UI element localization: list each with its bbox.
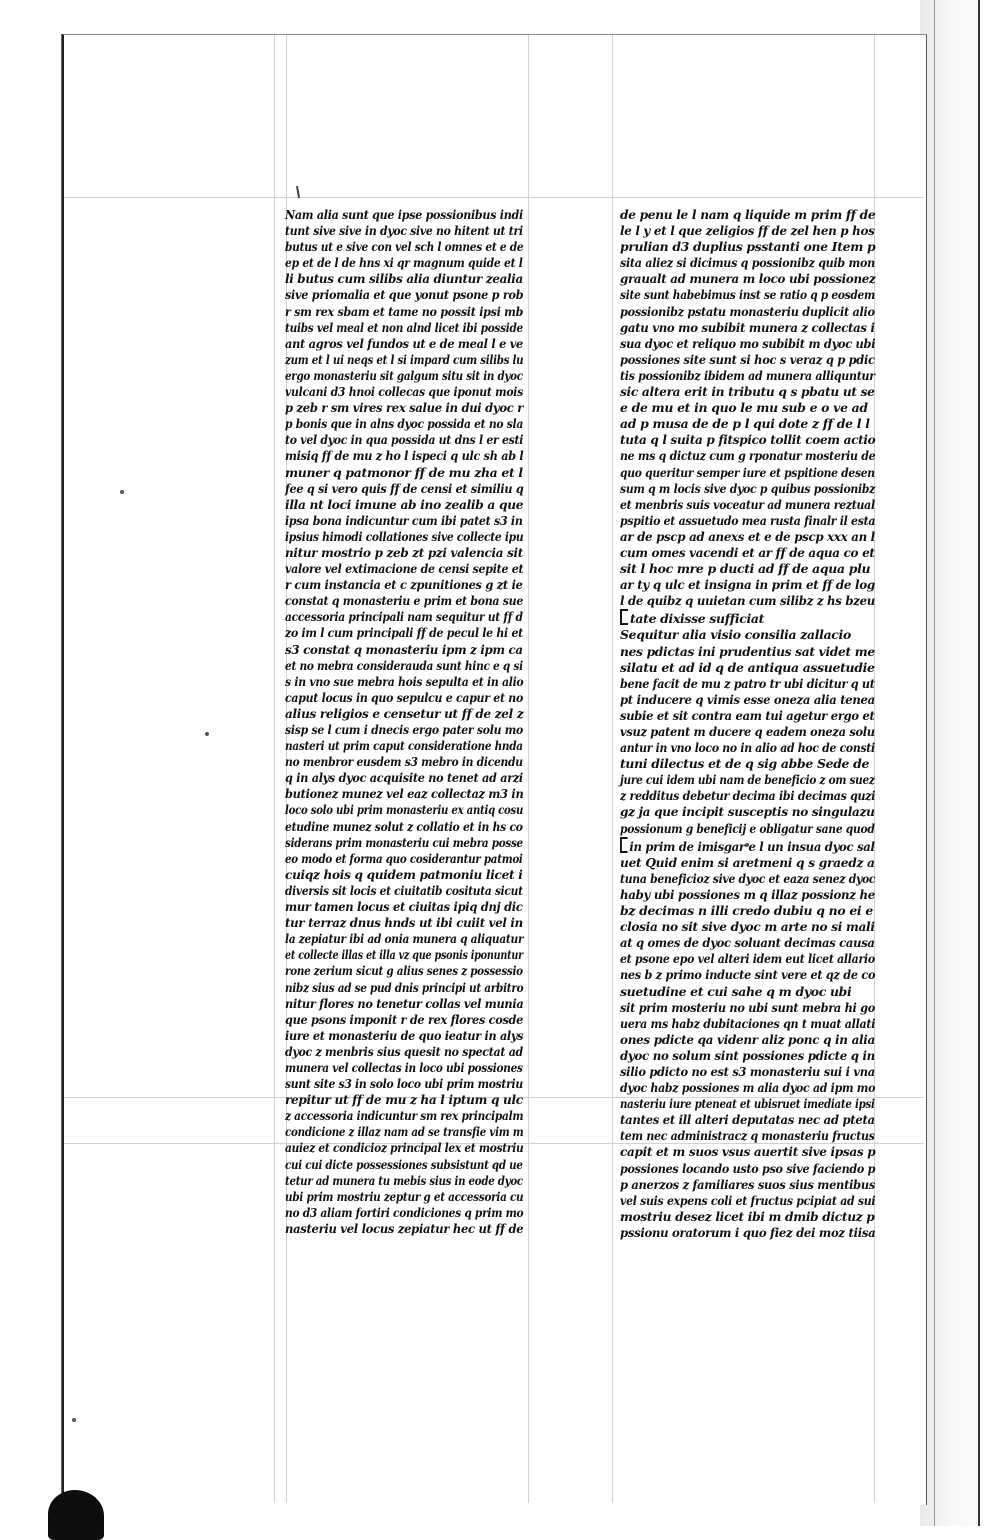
text-line-content: l de quibz q uuietan cum silibz z hs bzeu bbox=[620, 593, 875, 609]
text-line-content: ipsa bona indicuntur cum ibi patet s3 in bbox=[285, 512, 523, 528]
text-line-content: silio pdicto no est s3 monasteriu sui i vna bbox=[620, 1063, 875, 1079]
text-line bbox=[285, 818, 523, 835]
text-line-content: e de mu et in quo le mu sub e o ve ad bbox=[620, 400, 868, 416]
text-line-content: vsuz patent m ducere q eadem oneza solu bbox=[620, 724, 875, 739]
text-line-content: diversis sit locis et ciuitatib cosituta sicut bbox=[285, 882, 523, 898]
text-line-content: gatu vno mo subibit munera z collectas i bbox=[620, 319, 875, 335]
text-line bbox=[285, 722, 524, 738]
paragraph-initial-bracket bbox=[620, 609, 628, 625]
text-line-content: r cum instancia et c zpunitiones g zt ie bbox=[285, 577, 523, 593]
text-line bbox=[285, 963, 523, 979]
text-line-content: ergo monasteriu sit galgum situ sit in dyoc bbox=[285, 367, 523, 383]
text-line bbox=[620, 303, 875, 320]
text-line-content: et psone epo vel alteri idem eut licet allario bbox=[620, 951, 875, 967]
text-line-content: jure cui idem ubi nam de beneficio z om suez bbox=[620, 772, 875, 788]
text-line-content: repitur ut ff de mu z ha l iptum q ulc bbox=[285, 1092, 523, 1108]
text-line bbox=[620, 512, 876, 529]
text-line-content: z accessoria indicuntur sm rex principalm bbox=[285, 1108, 524, 1124]
text-line-content: bz decimas n illi credo dubiu q no ei e bbox=[620, 903, 873, 919]
text-line bbox=[620, 496, 875, 513]
text-line-content: mur tamen locus et ciuitas ipiq dnj dic bbox=[285, 899, 523, 915]
text-line bbox=[620, 1015, 876, 1032]
text-line bbox=[620, 724, 875, 740]
text-line bbox=[620, 593, 875, 609]
margin-dot bbox=[205, 732, 209, 736]
text-line-content: constat q monasteriu e prim et bona sue bbox=[285, 593, 523, 609]
text-line-content: at q omes de dyoc soluant decimas causa bbox=[620, 935, 875, 951]
text-line bbox=[285, 384, 524, 400]
text-line-content: la zepiatur ibi ad onia munera q aliquatur bbox=[285, 931, 524, 947]
text-line bbox=[620, 1112, 875, 1128]
text-line-content: butus ut e sive con vel sch l omnes et e de bbox=[285, 239, 524, 255]
text-line-content: que psons imponit r de rex flores cosde bbox=[285, 1011, 524, 1027]
text-line bbox=[285, 544, 523, 561]
text-line bbox=[285, 738, 523, 754]
thumb-shadow bbox=[48, 1490, 104, 1540]
text-line-content: closia no sit sive dyoc m arte no si mali bbox=[620, 919, 875, 935]
text-line-content: valore vel extimacione de censi sepite et bbox=[285, 561, 524, 577]
ruling-line bbox=[612, 35, 613, 1503]
text-line-content: dyoc habz possiones m alia dyoc ad ipm mo bbox=[620, 1080, 876, 1096]
text-line bbox=[620, 432, 876, 448]
text-line-content: cui cui dicte possessiones subsistunt qd ue bbox=[285, 1156, 523, 1172]
text-line-content: sit prim mosteriu no ubi sunt mebra hi go bbox=[620, 999, 876, 1015]
text-line bbox=[285, 1092, 523, 1108]
text-line-content: dyoc no solum sint possiones pdicte q in bbox=[620, 1047, 875, 1063]
text-line-content: butionez munez vel eaz collectaz m3 in bbox=[285, 786, 524, 802]
text-line bbox=[620, 837, 875, 855]
text-line bbox=[285, 303, 524, 320]
text-line bbox=[620, 528, 875, 545]
text-line bbox=[620, 335, 876, 352]
text-line-content: tuna beneficioz sive dyoc et eaza senez dyoc bbox=[620, 870, 876, 886]
text-line-content: ad p musa de de p l qui dote z ff de l l bbox=[620, 416, 870, 432]
text-line bbox=[285, 754, 523, 770]
text-line bbox=[285, 1220, 524, 1237]
text-line bbox=[620, 319, 875, 336]
text-line bbox=[285, 866, 523, 883]
text-line-content: suetudine et cui sahe q m dyoc ubi bbox=[620, 983, 852, 999]
text-line-content: graualt ad munera m loco ubi possionez bbox=[620, 271, 876, 287]
text-line bbox=[620, 207, 876, 223]
text-line bbox=[620, 239, 874, 255]
text-line-content: fee q si vero quis ff de censi et similiu q bbox=[285, 480, 524, 496]
text-line-content: iure et monasteriu de quo ieatur in alys bbox=[285, 1027, 524, 1043]
paragraph-initial-bracket bbox=[620, 837, 627, 853]
text-line-content: bene facit de mu z patro tr ubi dicitur q ut bbox=[620, 675, 875, 691]
margin-dot bbox=[72, 1418, 76, 1422]
text-line bbox=[285, 528, 524, 545]
text-line-content: alius religios e censetur ut ff de zel z bbox=[285, 705, 524, 721]
text-line-content: subie et sit contra eam tui agetur ergo et bbox=[620, 707, 875, 723]
text-line bbox=[620, 400, 875, 416]
text-line bbox=[620, 609, 875, 627]
text-line bbox=[285, 1188, 524, 1205]
text-line bbox=[620, 740, 875, 756]
text-line bbox=[285, 1059, 523, 1076]
text-line-content: tunt sive sive in dyoc sive no hitent ut tri bbox=[285, 223, 523, 239]
text-line-content: vel suis expens coli et fructus pcipiat ad sui bbox=[620, 1192, 876, 1208]
text-line-content: site sunt habebimus inst se ratio q p eosdem bbox=[620, 287, 876, 303]
text-line bbox=[620, 448, 876, 464]
text-line-content: ubi prim mostriu zeptur g et accessoria cu bbox=[285, 1188, 524, 1204]
text-line-content: et no mebra considerauda sunt hinc e q si bbox=[285, 657, 523, 673]
text-line-content: pspitio et assuetudo mea rusta finalr il esta bbox=[620, 512, 876, 528]
text-line-content: ant agros vel fundos ut e de meal l e ve bbox=[285, 335, 523, 351]
text-line bbox=[285, 207, 523, 223]
text-line-content: tuta q l suita p fitspico tollit coem actio bbox=[620, 432, 876, 448]
text-line bbox=[285, 593, 523, 609]
text-line bbox=[285, 255, 523, 271]
text-line-content: ones pdicte qa videnr aliz ponc q in alia bbox=[620, 1031, 876, 1047]
text-line-content: sua dyoc et reliquo mo subibit m dyoc ubi bbox=[620, 335, 876, 351]
text-line-content: de penu le l nam q liquide m prim ff de bbox=[620, 207, 876, 222]
text-line-content: accessoria principali nam sequitur ut ff d bbox=[285, 609, 523, 625]
text-line bbox=[620, 577, 875, 593]
text-line-content: gz ja que incipit susceptis no singulazu bbox=[620, 804, 875, 820]
text-line-content: misiq ff de mu z ho l ispeci q ulc sh ab l bbox=[285, 448, 524, 464]
text-line-content: prulian d3 duplius psstanti one Item p bbox=[620, 239, 876, 255]
text-line-content: zum et l ui neqs et l si impard cum silibs lu bbox=[285, 351, 524, 367]
text-line-content: nasteriu vel locus zepiatur hec ut ff de bbox=[285, 1220, 524, 1236]
text-line-content: p bonis que in alns dyoc possida et no sla bbox=[285, 416, 524, 432]
text-line bbox=[620, 984, 875, 1000]
text-line-content: rone zerium sicut g alius senes z possessio bbox=[285, 963, 523, 979]
text-line bbox=[285, 1124, 524, 1140]
text-line-content: etudine munez solut z collatio et in hs co bbox=[285, 818, 523, 834]
text-line bbox=[620, 1063, 875, 1080]
text-line bbox=[285, 1027, 524, 1044]
text-line-content: sive priomalia et que yonut psone p rob bbox=[285, 287, 524, 303]
text-line bbox=[620, 788, 876, 804]
text-line bbox=[285, 995, 524, 1012]
text-line bbox=[285, 1204, 524, 1221]
text-line-content: cuiqz hois q quidem patmoniu licet i bbox=[285, 866, 523, 882]
text-line bbox=[620, 416, 875, 432]
text-line-content: sum q m locis sive dyoc p quibus possionibz bbox=[620, 480, 876, 496]
text-line-content: tur terraz dnus hnds ut ibi cuiit vel in bbox=[285, 915, 523, 931]
text-line bbox=[285, 1108, 524, 1124]
text-line bbox=[285, 367, 523, 384]
text-line bbox=[285, 689, 523, 706]
text-line-content: caput locus in quo sepulcu e capur et no bbox=[285, 689, 523, 705]
text-line-content: li butus cum silibs alia diuntur zealia bbox=[285, 271, 523, 287]
text-line bbox=[620, 384, 875, 400]
text-line-content: q in alys dyoc acquisite no tenet ad arzi bbox=[285, 770, 523, 786]
text-line-content: auiez et condicioz principal lex et mostriu bbox=[285, 1140, 524, 1156]
text-line-content: loco solo ubi prim monasteriu ex antiq cosu bbox=[285, 802, 524, 818]
text-line-content: nitur mostrio p zeb zt pzi valencia sit bbox=[285, 544, 523, 560]
text-line bbox=[620, 1224, 876, 1241]
text-line bbox=[285, 465, 523, 481]
ruling-line bbox=[274, 35, 275, 1503]
text-line bbox=[285, 1140, 524, 1156]
text-line bbox=[285, 432, 524, 448]
book-binding-edge bbox=[920, 0, 1000, 1526]
text-line bbox=[285, 850, 523, 867]
text-line-content: p zeb r sm vires rex salue in dui dyoc r bbox=[285, 400, 523, 416]
text-line bbox=[285, 899, 523, 915]
ruling-line bbox=[528, 35, 529, 1503]
text-line bbox=[285, 480, 524, 497]
text-line bbox=[285, 979, 524, 996]
text-line bbox=[620, 967, 876, 983]
text-line-content: condicione z illaz nam ad se transfie vim m bbox=[285, 1124, 524, 1140]
text-line-content: nasteriu iure pteneat et ubisruet imediate ipsi bbox=[620, 1096, 875, 1112]
text-line-content: no d3 aliam fortiri condiciones q prim mo bbox=[285, 1204, 524, 1220]
text-line-content: p anerzos z familiares suos sius mentibus bbox=[620, 1176, 875, 1192]
text-line-content: nitur flores no tenetur collas vel munia bbox=[285, 995, 524, 1011]
text-line-content: to vel dyoc in qua possida ut dns l er esti bbox=[285, 432, 524, 448]
text-line bbox=[620, 1080, 876, 1096]
margin-dot bbox=[120, 490, 124, 494]
text-line-content: sita aliez si dicimus q possionibz quib mon bbox=[620, 255, 875, 271]
text-line bbox=[285, 512, 523, 529]
text-line bbox=[620, 999, 876, 1016]
text-line-content: mostriu desez licet ibi m dmib dictuz p bbox=[620, 1208, 875, 1224]
text-line-content: tantes et ill alteri deputatas nec ad pteta bbox=[620, 1112, 875, 1128]
text-line bbox=[620, 1128, 875, 1144]
text-line-content: silatu et ad id q de antiqua assuetudie bbox=[620, 659, 875, 675]
text-line-content: ep et de l de hns xi qr magnum quide et l bbox=[285, 255, 523, 271]
text-line-content: sisp se l cum i dnecis ergo pater solu mo bbox=[285, 722, 524, 737]
text-line-content: Sequitur alia visio consilia zallacio bbox=[620, 627, 851, 643]
text-line-content: sunt site s3 in solo loco ubi prim mostriu bbox=[285, 1076, 523, 1092]
text-line bbox=[620, 1192, 876, 1209]
text-line-content: vulcani d3 hnoi collecas que iponut mois bbox=[285, 384, 524, 400]
text-line bbox=[285, 561, 524, 577]
text-line bbox=[620, 1160, 876, 1177]
text-line bbox=[285, 1011, 524, 1028]
text-line-content: dyoc z menbris sius quesit no spectat ad bbox=[285, 1043, 523, 1059]
text-line-content: possionibz pstatu monasteriu duplicit alio bbox=[620, 303, 875, 319]
text-line-content: ne ms q dictuz cum g rponatur mosteriu de bbox=[620, 448, 876, 464]
ruling-line bbox=[64, 197, 924, 198]
text-column-left bbox=[285, 207, 523, 1237]
text-line-content: z redditus debetur decima ibi decimas quzi bbox=[620, 788, 876, 804]
text-column-right bbox=[620, 207, 875, 1241]
spine-line bbox=[978, 0, 980, 1526]
text-line bbox=[620, 480, 876, 497]
text-line bbox=[620, 903, 875, 919]
text-line-content: ipsius himodi collationes sive collecte ipu bbox=[285, 528, 524, 544]
text-line-content: possiones locando usto pso sive faciendo p bbox=[620, 1160, 876, 1176]
text-line bbox=[285, 609, 523, 625]
text-line bbox=[285, 1076, 523, 1092]
text-line-content: nibz sius ad se pud dnis principi ut arbitro bbox=[285, 979, 524, 995]
text-line bbox=[285, 834, 523, 851]
text-line bbox=[285, 416, 524, 432]
text-line bbox=[285, 577, 523, 593]
text-line bbox=[620, 1047, 875, 1064]
text-line-content: tuibs vel meal et non alnd licet ibi posside bbox=[285, 319, 523, 335]
text-line bbox=[620, 1031, 876, 1048]
text-line bbox=[285, 351, 524, 368]
text-line bbox=[620, 660, 875, 676]
text-line-content: r sm rex sbam et tame no possit ipsi mb bbox=[285, 303, 524, 319]
text-line bbox=[285, 915, 523, 931]
text-line bbox=[620, 351, 875, 368]
text-line-content: possiones site sunt si hoc s veraz q p pdic bbox=[620, 351, 875, 367]
text-line-content: et menbris suis voceatur ad munera reztual bbox=[620, 496, 875, 512]
text-line bbox=[285, 625, 523, 641]
text-line-content: muner q patmonor ff de mu zha et l bbox=[285, 464, 523, 480]
text-line bbox=[285, 335, 523, 352]
text-line bbox=[620, 464, 875, 481]
text-line bbox=[620, 287, 876, 303]
text-line-content: tuni dilectus et de q sig abbe Sede de bbox=[620, 756, 870, 772]
text-line bbox=[620, 627, 875, 643]
text-line bbox=[620, 544, 875, 561]
text-line-content: nes pdictas ini prudentius sat videt me bbox=[620, 643, 875, 659]
text-line bbox=[285, 287, 524, 303]
text-line bbox=[620, 1176, 875, 1193]
text-line bbox=[620, 804, 875, 820]
text-line bbox=[285, 1172, 523, 1189]
text-line bbox=[285, 1156, 523, 1173]
text-line bbox=[620, 561, 875, 577]
text-line bbox=[285, 1043, 523, 1060]
text-line-content: haby ubi possiones m q illaz possionz he bbox=[620, 886, 875, 902]
text-line bbox=[285, 882, 523, 899]
text-line bbox=[620, 367, 875, 384]
gutter-shadow bbox=[934, 0, 935, 1526]
text-line bbox=[285, 931, 524, 947]
text-line bbox=[620, 643, 875, 660]
text-line-content: tetur ad munera tu mebis sius in eode dyoc bbox=[285, 1172, 523, 1188]
text-line bbox=[285, 496, 524, 513]
text-line-content: capit et m suos vsus auertit sive ipsas p bbox=[620, 1144, 876, 1160]
text-line bbox=[285, 673, 524, 690]
text-line bbox=[285, 319, 523, 336]
text-line bbox=[620, 255, 875, 271]
text-line bbox=[285, 770, 523, 786]
text-line-content: tate dixisse sufficiat bbox=[630, 611, 765, 627]
text-line bbox=[620, 772, 875, 788]
text-line bbox=[285, 786, 524, 802]
text-line-content: pssionu oratorum i quo fiez dei moz tiisa bbox=[620, 1224, 876, 1240]
text-line bbox=[620, 223, 875, 239]
text-line-content: pt inducere q vimis esse oneza alia tenea bbox=[620, 691, 875, 707]
text-line bbox=[620, 756, 875, 772]
text-line-content: ar de pscp ad anexs et e de pscp xxx an l bbox=[620, 528, 875, 544]
text-line-content: no menbror eusdem s3 mebro in dicendu bbox=[285, 754, 523, 770]
text-line bbox=[620, 870, 876, 887]
text-line bbox=[285, 271, 523, 287]
text-line-content: uera ms habz dubitaciones qn t muat allati bbox=[620, 1015, 876, 1031]
text-line-content: nes b z primo inducte sint vere et qz de co bbox=[620, 967, 876, 983]
text-line bbox=[285, 802, 524, 818]
text-line-content: uet Quid enim si aretmeni q s graedz a bbox=[620, 854, 875, 870]
text-line-content: munera vel collectas in loco ubi possiones bbox=[285, 1059, 523, 1075]
text-line bbox=[620, 935, 875, 951]
text-line-content: zo im l cum principali ff de pecul le hi et bbox=[285, 625, 523, 641]
text-line-content: nasteri ut prim caput consideratione hnda bbox=[285, 738, 523, 754]
text-line-content: et collecte illas et illa vz que psonis iponuntur bbox=[285, 947, 523, 963]
text-line-content: antur in vno loco no in alio ad hoc de consti bbox=[620, 740, 875, 756]
text-line-content: possionum g beneficij e obligatur sane quod bbox=[620, 820, 875, 836]
text-line-content: sit l hoc mre p ducti ad ff de aqua plu bbox=[620, 561, 871, 577]
text-line bbox=[620, 675, 875, 692]
text-line bbox=[620, 854, 875, 871]
text-line-content: quo queritur semper iure et pspitione desen bbox=[620, 464, 875, 480]
text-line bbox=[620, 1144, 876, 1160]
text-line-content: Nam alia sunt que ipse possionibus indi bbox=[285, 207, 523, 222]
text-line bbox=[285, 705, 524, 722]
text-line bbox=[620, 691, 875, 708]
text-line-content: le l y et l que zeligios ff de zel hen p hos bbox=[620, 223, 875, 239]
text-line-content: s3 constat q monasteriu ipm z ipm ca bbox=[285, 641, 523, 657]
text-line bbox=[620, 951, 875, 967]
text-line-content: siderans prim monasteriu cui mebra posse bbox=[285, 834, 523, 850]
text-line bbox=[285, 239, 524, 255]
text-line bbox=[620, 271, 876, 287]
text-line-content: sic altera erit in tributu q s pbatu ut se bbox=[620, 384, 875, 400]
text-line bbox=[285, 223, 523, 239]
text-line bbox=[285, 641, 523, 658]
text-line-content: s in vno sue mebra hois sepulta et in alio bbox=[285, 673, 524, 689]
text-line-content: tem nec administracz q monasteriu fructus bbox=[620, 1128, 875, 1144]
text-line bbox=[285, 448, 524, 464]
text-line bbox=[620, 1096, 875, 1112]
text-line-content: illa nt loci imune ab ino zealib a que bbox=[285, 496, 524, 512]
text-line-content: tis possionibz ibidem ad munera alliquntur bbox=[620, 367, 875, 383]
text-line bbox=[620, 919, 875, 935]
text-line-content: in prim de imisgar e l un insua dyoc sal bbox=[629, 838, 875, 854]
text-line-content: eo modo et forma quo cosiderantur patmoi bbox=[285, 850, 523, 866]
text-line bbox=[620, 707, 875, 724]
text-line bbox=[285, 400, 523, 416]
text-line bbox=[285, 657, 523, 674]
text-line-content: cum omes vacendi et ar ff de aqua co et bbox=[620, 544, 875, 560]
text-line bbox=[620, 886, 875, 903]
text-line-content: ar ty q ulc et insigna in prim et ff de log bbox=[620, 577, 875, 593]
text-line bbox=[620, 820, 875, 837]
text-line bbox=[285, 947, 523, 963]
text-line bbox=[620, 1208, 875, 1225]
